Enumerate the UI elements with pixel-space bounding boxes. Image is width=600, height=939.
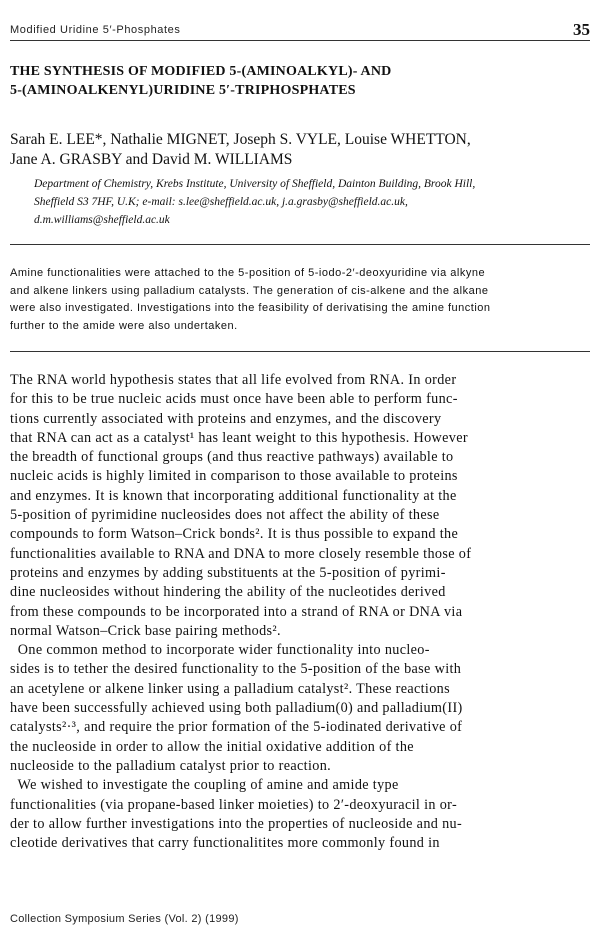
body-line: der to allow further investigations into the properties of nucleoside and nu-	[10, 815, 463, 832]
article-title	[10, 62, 590, 100]
body-line: normal Watson–Crick base pairing methods².	[10, 622, 281, 639]
affiliation-line: Department of Chemistry, Krebs Institute, University of Sheffield, Dainton Building, Brook Hill,	[34, 178, 476, 190]
body-line: for this to be true nucleic acids must once have been able to perform func-	[10, 391, 458, 408]
author-list	[10, 130, 590, 170]
body-text	[10, 371, 590, 853]
body-line: 5-position of pyrimidine nucleosides does not affect the ability of these	[10, 507, 440, 524]
body-line: functionalities (via propane-based linker moieties) to 2′-deoxyuracil in or-	[10, 796, 458, 813]
author-line: Sarah E. LEE*, Nathalie MIGNET, Joseph S. VYLE, Louise WHETTON,	[10, 131, 471, 148]
body-line: that RNA can act as a catalyst¹ has leant weight to this hypothesis. However	[10, 429, 468, 446]
series-footer: Collection Symposium Series (Vol. 2) (1999)	[10, 913, 239, 925]
abstract-line: Amine functionalities were attached to the 5-position of 5-iodo-2′-deoxyuridine via alkyne	[10, 267, 486, 279]
body-line: the breadth of functional groups (and thus reactive pathways) available to	[10, 449, 454, 466]
body-line: One common method to incorporate wider functionality into nucleo-	[10, 642, 430, 659]
body-line: have been successfully achieved using both palladium(0) and palladium(II)	[10, 700, 463, 717]
body-line: the nucleoside in order to allow the initial oxidative addition of the	[10, 738, 414, 755]
title-line: THE SYNTHESIS OF MODIFIED 5-(AMINOALKYL)- AND	[10, 64, 392, 79]
body-line: dine nucleosides without hindering the ability of the nucleotides derived	[10, 584, 446, 601]
body-line: tions currently associated with proteins and enzymes, and the discovery	[10, 410, 442, 427]
body-line: nucleic acids is highly limited in comparison to those available to proteins	[10, 468, 458, 485]
affiliation	[34, 175, 590, 229]
running-head	[10, 22, 590, 40]
affiliation-line: Sheffield S3 7HF, U.K; e-mail: s.lee@sheffield.ac.uk, j.a.grasby@sheffield.ac.uk,	[34, 196, 408, 208]
body-line: sides is to tether the desired functionality to the 5-position of the base with	[10, 661, 462, 678]
body-line: functionalities available to RNA and DNA to more closely resemble those of	[10, 545, 472, 562]
body-line: and enzymes. It is known that incorporating additional functionality at the	[10, 487, 457, 504]
body-line: We wished to investigate the coupling of amine and amide type	[10, 777, 399, 794]
abstract-rule-bottom	[10, 351, 590, 352]
page-number: 35	[573, 20, 590, 39]
abstract-line: further to the amide were also undertaken.	[10, 319, 238, 332]
body-line: an acetylene or alkene linker using a palladium catalyst². These reactions	[10, 680, 450, 697]
body-line: proteins and enzymes by adding substituents at the 5-position of pyrimi-	[10, 564, 446, 581]
header-rule	[10, 40, 590, 41]
body-line: nucleoside to the palladium catalyst prior to reaction.	[10, 757, 332, 774]
title-line: 5-(AMINOALKENYL)URIDINE 5′-TRIPHOSPHATES	[10, 83, 356, 98]
author-line: Jane A. GRASBY and David M. WILLIAMS	[10, 151, 293, 168]
body-line: cleotide derivatives that carry functionalitites more commonly found in	[10, 835, 440, 852]
abstract	[10, 265, 590, 335]
abstract-rule-top	[10, 244, 590, 245]
abstract-line: and alkene linkers using palladium catalysts. The generation of cis-alkene and the alkane	[10, 284, 489, 297]
abstract-line: were also investigated. Investigations into the feasibility of derivatising the amine function	[10, 302, 491, 314]
body-line: from these compounds to be incorporated into a strand of RNA or DNA via	[10, 603, 463, 620]
body-line: catalysts²·³, and require the prior formation of the 5-iodinated derivative of	[10, 719, 463, 736]
body-line: The RNA world hypothesis states that all life evolved from RNA. In order	[10, 372, 457, 388]
body-line: compounds to form Watson–Crick bonds². It is thus possible to expand the	[10, 526, 459, 543]
running-title: Modified Uridine 5′-Phosphates	[10, 24, 181, 36]
affiliation-line: d.m.williams@sheffield.ac.uk	[34, 214, 170, 226]
